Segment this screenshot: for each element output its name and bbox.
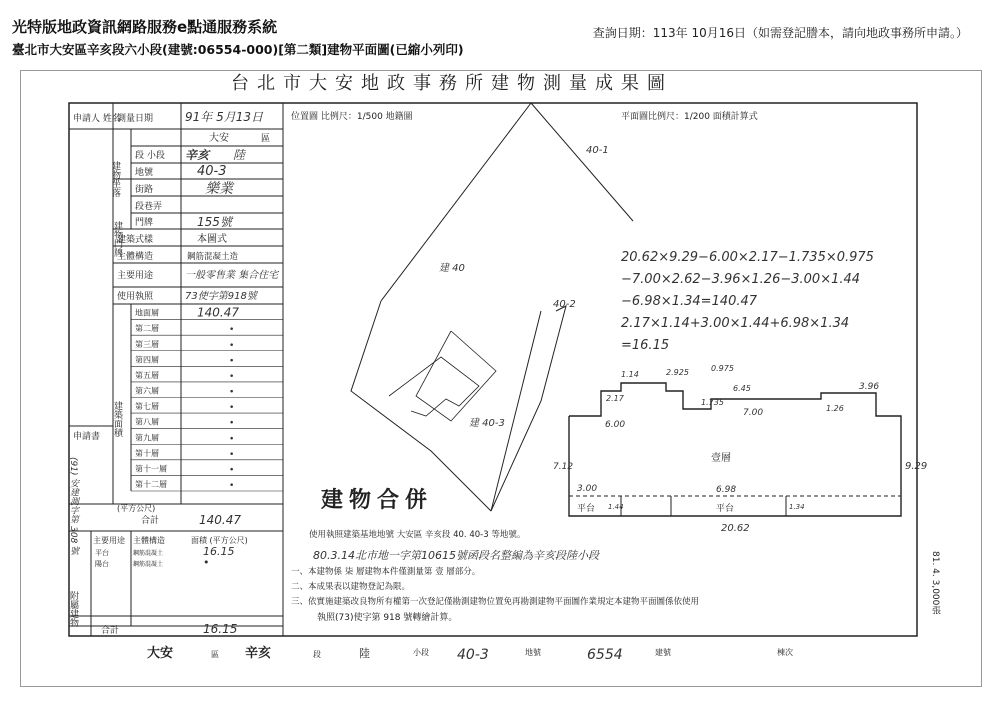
footer-batch-label: 棟次 bbox=[777, 648, 793, 657]
footer-subsection-suffix: 小段 bbox=[413, 648, 429, 657]
section-label: 段 小段 bbox=[135, 151, 165, 161]
aux-use-header: 主要用途 bbox=[93, 536, 125, 545]
floor-row-value: • bbox=[229, 418, 235, 429]
survey-date-label: 測量日期 bbox=[117, 114, 154, 124]
floor-row-value: • bbox=[229, 465, 235, 476]
floor-row-name: 第十二層 bbox=[135, 480, 167, 489]
footer-building-no: 6554 bbox=[587, 647, 623, 663]
plan-dim-4: 2.17 bbox=[606, 394, 624, 403]
floor-row-name: 第十一層 bbox=[135, 464, 167, 474]
plan-dim-9: 3.96 bbox=[859, 382, 880, 392]
lot-label: 地號 bbox=[135, 168, 154, 178]
floor-row-name: 第九層 bbox=[135, 433, 159, 443]
street-value: 樂業 bbox=[205, 181, 233, 197]
survey-date: 91年 5月13日 bbox=[185, 110, 263, 124]
total-label: 合計 bbox=[141, 516, 160, 526]
floor-row-value: • bbox=[229, 403, 235, 414]
map-lot-left: 40-2 bbox=[553, 299, 576, 310]
doorplate-label: 建物門牌 bbox=[112, 221, 122, 257]
application-number: (91) 安建測字第 308 號 bbox=[68, 457, 78, 556]
footer-section: 辛亥 bbox=[245, 646, 272, 661]
district-value: 大安 bbox=[209, 133, 229, 144]
aux-total-value: 16.15 bbox=[203, 622, 238, 636]
aux-side-label: 附屬建物 bbox=[68, 591, 78, 627]
aux-rows bbox=[95, 545, 235, 569]
footer-building-suffix: 建號 bbox=[655, 648, 671, 657]
calc-line: =16.15 bbox=[621, 338, 670, 353]
footer-district: 大安 bbox=[147, 646, 174, 661]
form-code: 81. 4. 3,000張 bbox=[930, 551, 940, 615]
subsection-value: 陸 bbox=[233, 148, 246, 162]
area-unit-label: (平方公尺) bbox=[117, 504, 156, 513]
floor-row-name: 第五層 bbox=[135, 370, 159, 380]
plan-dim-2: 2.925 bbox=[666, 368, 689, 377]
plan-dim-8: 1.26 bbox=[826, 404, 844, 413]
map-lot-building: 建 40-3 bbox=[469, 418, 505, 429]
lot-value: 40-3 bbox=[197, 164, 227, 179]
permit-label: 使用執照 bbox=[117, 292, 154, 302]
footer-lot: 40-3 bbox=[457, 647, 489, 663]
plan-dim-1: 1.14 bbox=[621, 370, 639, 379]
street-label: 街路 bbox=[135, 185, 154, 195]
note-line: 執照(73)使字第 918 號轉繪計算。 bbox=[317, 613, 458, 623]
style-label: 建築式樣 bbox=[117, 235, 154, 245]
aux-row-area: 16.15 bbox=[203, 545, 235, 558]
floor-row-value: • bbox=[229, 371, 235, 382]
footer-district-suffix: 區 bbox=[211, 650, 219, 659]
floor-row-name: 第七層 bbox=[135, 402, 159, 412]
section-value: 辛亥 bbox=[185, 148, 210, 162]
floor-rows bbox=[131, 306, 283, 491]
plan-scale-label: 平面圖比例尺：1/200 面積計算式 bbox=[621, 112, 758, 122]
area-calculation bbox=[621, 250, 874, 353]
platform-label-left: 平台 bbox=[577, 504, 596, 514]
use-value: 一般零售業 集合住宅 bbox=[185, 270, 279, 281]
plan-dim-13: 3.00 bbox=[577, 484, 598, 494]
plan-dim-7: 7.00 bbox=[743, 408, 764, 418]
plan-dim-16: 1.34 bbox=[789, 503, 805, 511]
plan-dim-17: 20.62 bbox=[721, 523, 750, 534]
query-date: 查詢日期：113年 10月16日（如需登記謄本，請向地政事務所申請。） bbox=[592, 26, 968, 40]
plan-dim-11: 9.29 bbox=[905, 461, 928, 472]
floor-label: 壹層 bbox=[711, 453, 731, 464]
location-map-label: 位置圖 比例尺：1/500 地籍圖 bbox=[291, 112, 413, 122]
plan-dim-12: 7.12 bbox=[553, 462, 574, 472]
aux-row-area: • bbox=[203, 556, 210, 569]
aux-area-header: 面積 (平方公尺) bbox=[191, 536, 248, 545]
merge-title: 建物合併 bbox=[321, 488, 434, 513]
footer-strip bbox=[147, 645, 793, 663]
calc-line: −6.98×1.34=140.47 bbox=[621, 294, 758, 309]
total-area: 140.47 bbox=[199, 513, 241, 527]
plan-dim-14: 1.44 bbox=[608, 503, 624, 511]
floor-row-value: • bbox=[229, 356, 235, 367]
floor-row-name: 第二層 bbox=[135, 324, 159, 334]
structure-label: 主體構造 bbox=[117, 252, 154, 262]
style-value: 本圖式 bbox=[197, 234, 227, 245]
floor-row-name: 第八層 bbox=[135, 417, 159, 427]
footer-subsection: 陸 bbox=[359, 647, 370, 660]
footer-section-suffix: 段 bbox=[313, 650, 321, 659]
aux-row-use: 陽台 bbox=[95, 560, 109, 568]
floor-row-name: 第六層 bbox=[135, 386, 159, 396]
building-survey-document bbox=[20, 70, 982, 687]
aux-row-use: 平台 bbox=[95, 549, 109, 557]
calc-line: −7.00×2.62−3.96×1.26−3.00×1.44 bbox=[621, 272, 861, 287]
floor-row-value: • bbox=[229, 449, 235, 460]
cadastral-map bbox=[351, 103, 633, 511]
plan-dim-5: 1.735 bbox=[701, 398, 724, 407]
aux-structure-header: 主體構造 bbox=[133, 536, 165, 545]
plan-dim-10: 6.00 bbox=[605, 420, 626, 430]
note-line: 三、依實施建築改良物所有權第一次登記僅勘測建物位置免再勘測建物平面圖作業規定本建物平面圖係依使用 bbox=[291, 597, 700, 607]
note-line: 一、本建物係 柒 層建物本件僅測量第 壹 層部分。 bbox=[291, 567, 481, 577]
floor-row-value: • bbox=[229, 387, 235, 398]
note-line: 80.3.14北市地一字第10615號函段名整編為辛亥段陸小段 bbox=[313, 549, 599, 562]
floors-label: 建築面積 bbox=[112, 401, 122, 437]
floor-row-value: • bbox=[229, 434, 235, 445]
plan-dim-6: 6.45 bbox=[733, 384, 751, 393]
survey-drawing bbox=[21, 71, 981, 686]
floor-row-name: 第十層 bbox=[135, 448, 159, 458]
number-value: 155號 bbox=[197, 215, 232, 229]
floor-row-name: 第四層 bbox=[135, 355, 159, 365]
location-label: 建物坐落 bbox=[110, 161, 120, 197]
floor-row-value: 140.47 bbox=[197, 305, 239, 320]
aux-row-structure: 鋼筋混凝土 bbox=[133, 550, 164, 557]
applicant-label: 申請人 姓名 bbox=[73, 114, 121, 124]
floor-row-value: • bbox=[229, 325, 235, 336]
aux-total-label: 合計 bbox=[101, 626, 120, 636]
floor-row-value: • bbox=[229, 340, 235, 351]
floor-row-name: 第三層 bbox=[135, 339, 159, 349]
floor-row-name: 地面層 bbox=[135, 308, 159, 318]
use-label: 主要用途 bbox=[117, 271, 154, 281]
map-lot-top: 40-1 bbox=[586, 145, 609, 156]
district-label: 區 bbox=[261, 134, 271, 144]
document-heading: 台北市大安地政事務所建物測量成果圖 bbox=[231, 73, 673, 94]
map-lot-main: 建 40 bbox=[439, 263, 465, 274]
calc-line: 2.17×1.14+3.00×1.44+6.98×1.34 bbox=[621, 316, 850, 331]
page-title: 光特版地政資訊網路服務e點通服務系統 bbox=[12, 18, 278, 36]
notes bbox=[291, 529, 699, 623]
calc-line: 20.62×9.29−6.00×2.17−1.735×0.975 bbox=[621, 250, 874, 265]
permit-value: 73使字第918號 bbox=[185, 291, 257, 302]
note-line: 使用執照建築基地地號 大安區 辛亥段 40. 40-3 等地號。 bbox=[309, 530, 526, 540]
floor-row-value: • bbox=[229, 481, 235, 491]
aux-row-structure: 鋼筋混凝土 bbox=[133, 561, 164, 568]
platform-label-right: 平台 bbox=[716, 504, 735, 514]
lane-label: 段巷弄 bbox=[135, 202, 163, 212]
note-line: 二、本成果表以建物登記為限。 bbox=[291, 582, 411, 592]
plan-dim-3: 0.975 bbox=[711, 364, 734, 373]
number-label: 門牌 bbox=[135, 218, 154, 228]
page-subtitle: 臺北市大安區辛亥段六小段(建號:06554-000)[第二類]建物平面圖(已縮小列印) bbox=[12, 42, 464, 57]
structure-value: 鋼筋混凝土造 bbox=[187, 252, 239, 262]
footer-lot-suffix: 地號 bbox=[525, 648, 541, 657]
plan-dim-15: 6.98 bbox=[716, 485, 737, 495]
application-label: 申請書 bbox=[73, 432, 101, 442]
